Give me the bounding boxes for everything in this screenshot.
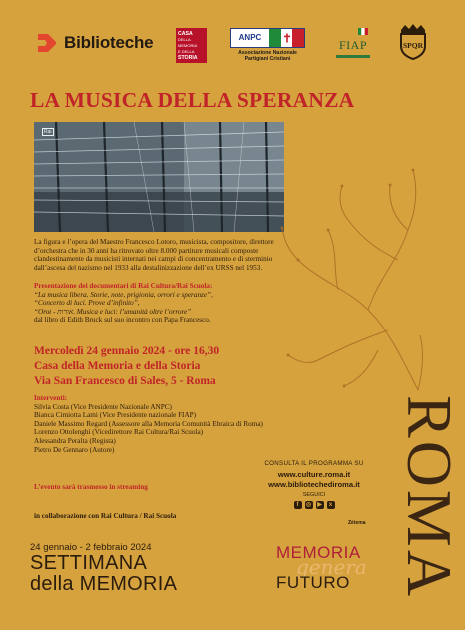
youtube-icon[interactable]: ▶ [317, 502, 322, 508]
fiap-logo-text: FIAP [338, 38, 367, 52]
mgf-line3: FUTURO [276, 573, 350, 592]
x-twitter-icon[interactable]: x [327, 501, 335, 509]
event-venue: Casa della Memoria e della Storia [34, 360, 201, 372]
anpc-caption-line1: Associazione Nazionale [238, 50, 297, 56]
spqr-crest-icon [396, 22, 430, 60]
anpc-logo [230, 28, 305, 62]
documentaries-heading: Presentazione dei documentari di Rai Cultura/Rai Scuola: [34, 282, 213, 290]
roma-vertical-text: ROMA [394, 395, 465, 600]
facebook-icon[interactable]: f [294, 501, 302, 509]
anpc-caption-line2: Partigiani Cristiani [244, 56, 291, 62]
consulta-label: CONSULTA IL PROGRAMMA SU [264, 460, 364, 467]
fiap-flag-icon [358, 28, 368, 38]
documentaries-footer: dal libro di Edith Bruck sul suo incontro con Papa Francesco. [34, 316, 211, 325]
event-date: Mercoledì 24 gennaio 2024 - ore 16,30 [34, 345, 220, 357]
documentary-item: “Orot - אורות. Musica e luci: l’umanità oltre l’orrore” [34, 307, 192, 316]
documentaries-section [34, 282, 304, 325]
fiap-bar [336, 55, 370, 58]
anpc-badge [230, 28, 305, 48]
event-details [34, 344, 334, 389]
barbed-wire-image [34, 122, 284, 232]
italian-flag-icon [269, 29, 304, 47]
settimana-memoria-logo [30, 542, 177, 595]
casa-logo-line3: E DELLA [178, 49, 195, 54]
biblioteche-logo [36, 32, 153, 54]
biblioteche-mark-icon [36, 32, 58, 54]
biblioteche-roma-link[interactable]: www.bibliotechediroma.it [268, 480, 360, 489]
speakers-heading: Interventi: [34, 394, 68, 402]
speaker-item: Alessandra Peralta (Regista) [34, 436, 116, 445]
week-dates: 24 gennaio - 2 febbraio 2024 [30, 542, 152, 553]
mgf-line1: MEMORIA [276, 543, 361, 562]
speaker-item: Pietro De Gennaro (Autore) [34, 445, 115, 454]
biblioteche-logo-text: Biblioteche [64, 33, 154, 52]
page-title: LA MUSICA DELLA SPERANZA [30, 88, 355, 112]
mgf-line2: genera [296, 555, 367, 579]
collaboration-note: in collaborazione con Rai Cultura / Rai Scuola [34, 512, 177, 520]
week-title-line2: della MEMORIA [30, 573, 178, 595]
speaker-item: Silvia Costa (Vice Presidente Nazionale ANPC) [34, 402, 172, 411]
documentary-item: “La musica libera. Storie, note, prigionia, orrori e speranze”, [34, 290, 213, 299]
seguici-label: SEGUICI [302, 492, 326, 498]
rai-badge: Rai [44, 129, 52, 135]
casa-logo-line1: CASA [178, 31, 193, 37]
intro-paragraph: La figura e l’opera del Maestro Francesco Lotoro, musicista, compositore, direttore d’orchestra che in 30 anni ha ritrovato oltre 8.000 partiture musicali composte clandestinamente da musicisti internati nei campi di concentramento e di sterminio dall’ascesa del nazismo nel 1933 alla destalinizzazione dell’ex URSS nel 1953. [34, 238, 274, 272]
instagram-icon[interactable]: ◎ [305, 502, 312, 508]
week-title-line1: SETTIMANA [30, 552, 148, 574]
speaker-item: Lorenzo Ottolenghi (Vicedirettore Rai Cultura/Rai Scuola) [34, 428, 204, 437]
culture-roma-link[interactable]: www.culture.roma.it [277, 470, 351, 479]
speaker-item: Daniele Massimo Regard (Assessore alla Memoria Comunità Ebraica di Roma) [34, 419, 263, 428]
roma-logo [346, 395, 465, 610]
casa-memoria-logo [176, 28, 207, 63]
spqr-text: SPQR [402, 41, 424, 50]
speakers-section [34, 394, 334, 454]
zetema-logo: Zètema [348, 520, 366, 526]
cross-icon [283, 33, 291, 43]
fiap-logo [336, 28, 370, 58]
speaker-item: Bianca Cimiotta Lami (Vice Presidente nazionale FIAP) [34, 411, 197, 420]
anpc-badge-text: ANPC [231, 29, 269, 47]
casa-logo-line2: DELLA MEMORIA [178, 37, 198, 48]
barbed-wire-photo [34, 122, 284, 232]
streaming-note: L’evento sarà trasmesso in streaming [34, 483, 148, 491]
documentary-item: “Concerto di luci. Prove d’infinito”, [34, 299, 140, 308]
casa-logo-line4: STORIA [178, 55, 198, 61]
anpc-caption [230, 50, 305, 62]
event-address: Via San Francesco di Sales, 5 - Roma [34, 375, 216, 387]
